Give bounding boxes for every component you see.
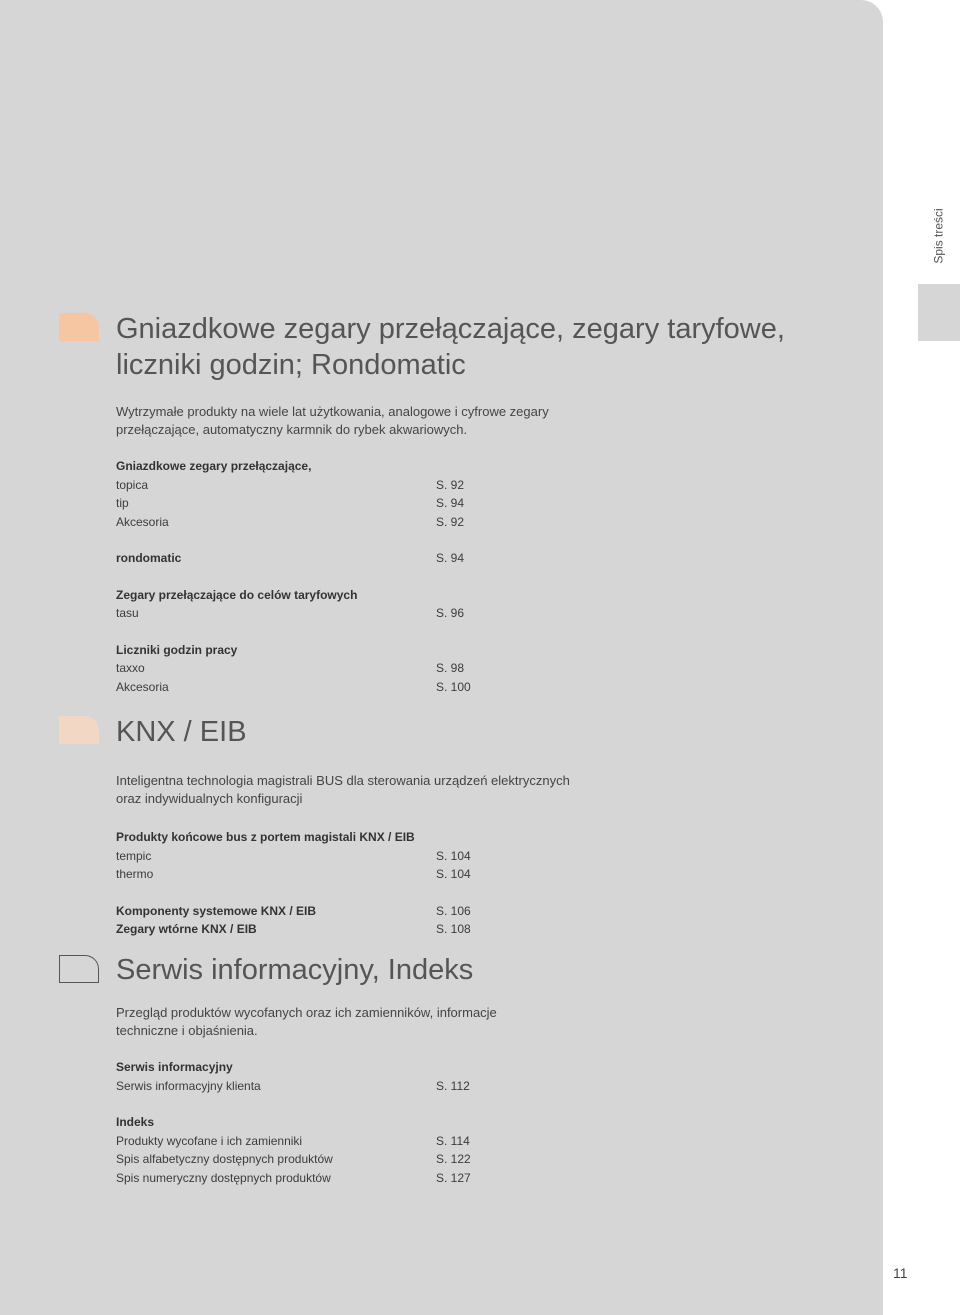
toc-entry[interactable]: Akcesoria S. 100 xyxy=(116,679,471,694)
group-heading: Gniazdkowe zegary przełączające, xyxy=(116,459,312,473)
group-heading: Serwis informacyjny xyxy=(116,1060,233,1074)
group-heading: Zegary przełączające do celów taryfowych xyxy=(116,587,358,602)
toc-entry[interactable]: rondomatic S. 94 xyxy=(116,551,465,565)
group-heading: Indeks xyxy=(116,1115,155,1129)
group-heading: Produkty końcowe bus z portem magistali KNX / EIB xyxy=(116,830,415,844)
section-title: Serwis informacyjny, Indeks xyxy=(116,954,474,986)
toc-entry[interactable]: tempic S. 104 xyxy=(116,848,471,863)
section-service xyxy=(116,952,836,1187)
page-number: 11 xyxy=(893,1265,908,1281)
side-tab[interactable] xyxy=(918,284,960,341)
toc-entry[interactable]: Spis alfabetyczny dostępnych produktów S. 122 xyxy=(116,1152,471,1166)
side-tab-label: Spis treści xyxy=(932,208,947,264)
toc-entry[interactable]: thermo S. 104 xyxy=(116,867,471,881)
section-title: Gniazdkowe zegary przełączające, zegary taryfowe, liczniki godzin; Rondomatic xyxy=(116,313,785,381)
toc-entry[interactable]: tasu S. 96 xyxy=(116,606,465,620)
toc-entry[interactable]: taxxo S. 98 xyxy=(116,661,465,675)
toc-entry[interactable]: Produkty wycofane i ich zamienniki S. 114 xyxy=(116,1133,470,1148)
section-title: KNX / EIB xyxy=(116,716,247,748)
section-marker-outline xyxy=(59,955,99,983)
toc-entry[interactable]: Akcesoria S. 92 xyxy=(116,514,465,529)
section-marker-peach xyxy=(59,716,99,744)
section-description: Wytrzymałe produkty na wiele lat użytkowania, analogowe i cyfrowe zegary przełączające, automatyczny karmnik do rybek akwariowych. xyxy=(116,404,549,437)
section-timers xyxy=(116,311,836,696)
toc-entry[interactable]: Zegary wtórne KNX / EIB S. 108 xyxy=(116,922,471,936)
section-marker-orange xyxy=(59,313,99,341)
toc-entry[interactable]: topica S. 92 xyxy=(116,477,465,492)
section-knx xyxy=(116,714,836,939)
toc-entry[interactable]: Serwis informacyjny klienta S. 112 xyxy=(116,1078,470,1093)
toc-entry[interactable]: Komponenty systemowe KNX / EIB S. 106 xyxy=(116,903,471,918)
group-heading: Liczniki godzin pracy xyxy=(116,642,238,657)
toc-entry[interactable]: Spis numeryczny dostępnych produktów S. 127 xyxy=(116,1170,471,1185)
toc-entry[interactable]: tip S. 94 xyxy=(116,496,465,510)
section-description: Przegląd produktów wycofanych oraz ich zamienników, informacje techniczne i objaśnienia. xyxy=(116,1005,497,1038)
section-description: Inteligentna technologia magistrali BUS dla sterowania urządzeń elektrycznych oraz indywidualnych konfiguracji xyxy=(116,773,570,806)
